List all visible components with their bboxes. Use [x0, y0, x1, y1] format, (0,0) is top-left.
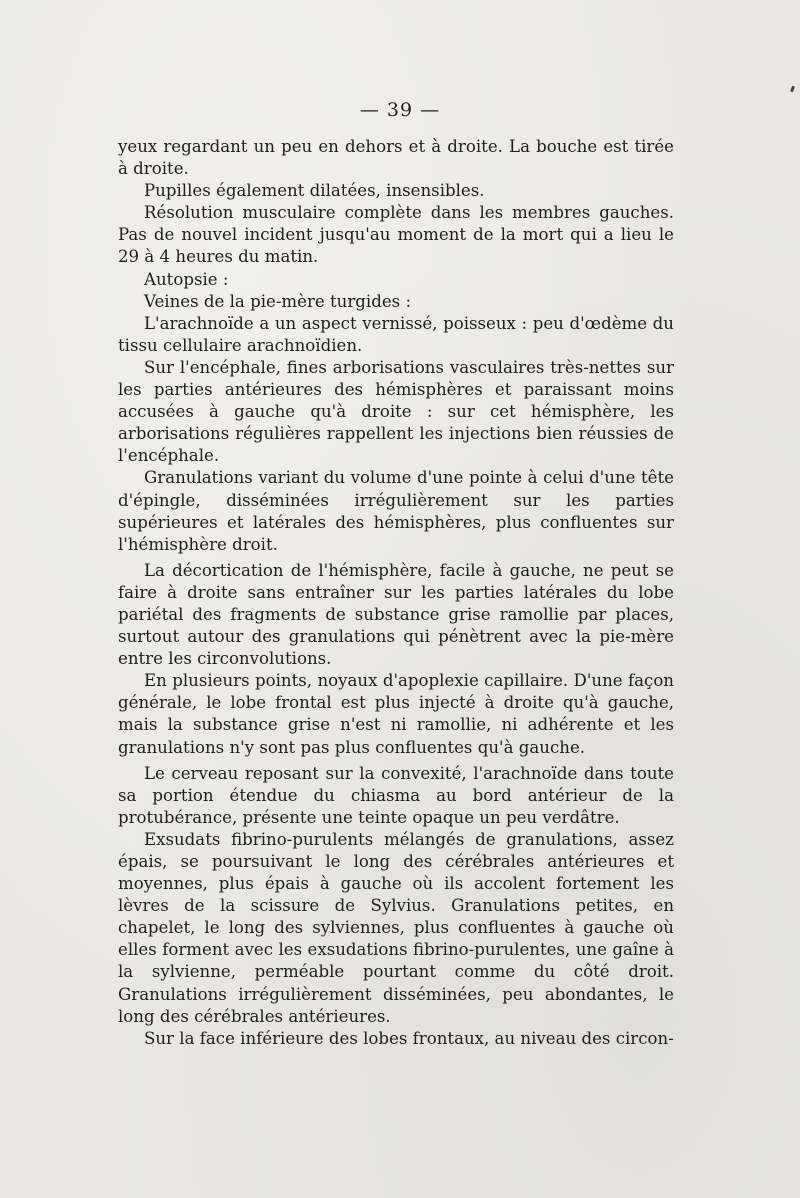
paragraph: yeux regardant un peu en dehors et à droite. La bouche est tirée à droite.	[118, 137, 674, 179]
paragraph: Sur l'encéphale, fines arborisations vasculaires très-nettes sur les parties antérieures des hémisphères et paraissant moins accusées à gauche qu'à droite : sur cet hémisphère, les arborisations régulières rappellent les injections bien réussies de l'encéphale.	[118, 357, 674, 466]
paragraph: La décortication de l'hémisphère, facile à gauche, ne peut se faire à droite sans entraîner sur les parties latérales du lobe pariétal des fragments de substance grise ramollie par places, surtout autour des granulations qui pénètrent avec la pie-mère entre les circonvolutions.	[118, 560, 674, 669]
paragraph: L'arachnoïde a un aspect vernissé, poisseux : peu d'œdème du tissu cellulaire arachnoïdien.	[118, 313, 674, 355]
paragraph: Sur la face inférieure des lobes frontaux, au niveau des circon-	[144, 1028, 674, 1048]
page-body	[118, 136, 674, 1050]
paragraph: Exsudats fibrino-purulents mélangés de granulations, assez épais, se poursuivant le long des cérébrales antérieures et moyennes, plus épais à gauche où ils accolent fortement les lèvres de la scissure de Sylvius. Granulations petites, en chapelet, le long des sylviennes, plus confluentes à gauche où elles forment avec les exsudations fibrino-purulentes, une gaîne à la sylvienne, perméable pourtant comme du côté droit. Granulations irrégulièrement disséminées, peu abondantes, le long des cérébrales antérieures.	[118, 829, 674, 1026]
paragraph: Le cerveau reposant sur la convexité, l'arachnoïde dans toute sa portion étendue du chiasma au bord antérieur de la protubérance, présente une teinte opaque un peu verdâtre.	[118, 763, 674, 827]
paragraph: En plusieurs points, noyaux d'apoplexie capillaire. D'une façon générale, le lobe frontal est plus injecté à droite qu'à gauche, mais la substance grise n'est ni ramollie, ni adhérente et les granulations n'y sont pas plus confluentes qu'à gauche.	[118, 671, 674, 757]
paragraph: Résolution musculaire complète dans les membres gauches. Pas de nouvel incident jusqu'au moment de la mort qui a lieu le 29 à 4 heures du matin.	[118, 203, 674, 267]
paragraph: Granulations variant du volume d'une pointe à celui d'une tête d'épingle, disséminées irrégulièrement sur les parties supérieures et latérales des hémisphères, plus confluentes sur l'hémisphère droit.	[118, 468, 674, 554]
paragraph: Veines de la pie-mère turgides :	[144, 291, 412, 311]
margin-mark	[790, 86, 795, 93]
page-number: — 39 —	[359, 99, 441, 121]
paragraph: Pupilles également dilatées, insensibles.	[144, 181, 485, 201]
paragraph: Autopsie :	[144, 269, 229, 289]
